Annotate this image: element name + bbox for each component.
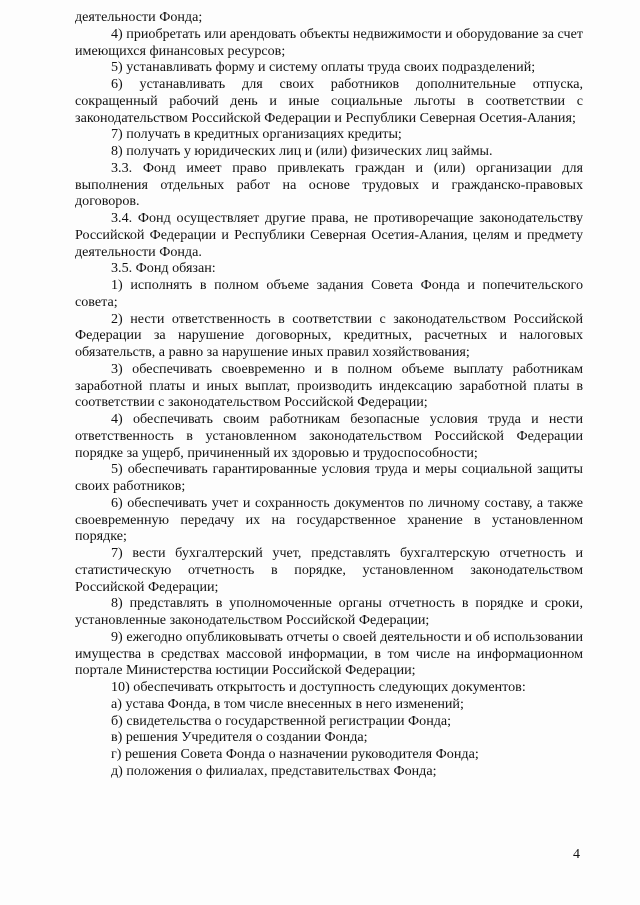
paragraph: 8) представлять в уполномоченные органы отчетность в порядке и сроки, установленные законодательством Российской Федерации; [75,595,583,628]
list-item: а) устава Фонда, в том числе внесенных в него изменений; [111,695,464,712]
paragraph: 5) устанавливать форму и систему оплаты труда своих подразделений; [111,59,536,76]
list-item: в) решения Учредителя о создании Фонда; [111,729,368,746]
paragraph: 4) обеспечивать своим работникам безопасные условия труда и нести ответственность в установленном законодательством Российской Федерации порядке за ущерб, причиненный их здоровью и трудоспособности; [75,411,583,461]
paragraph: 6) обеспечивать учет и сохранность документов по личному составу, а также своевременную передачу их на государственное хранение в установленном порядке; [75,494,583,545]
list-item: б) свидетельства о государственной регистрации Фонда; [111,712,452,729]
paragraph: 7) вести бухгалтерский учет, представлять бухгалтерскую отчетность и статистическую отчетность в порядке, установленном законодательством Российской Федерации; [75,545,583,595]
list-item: д) положения о филиалах, представительствах Фонда; [111,762,437,779]
paragraph: 6) устанавливать для своих работников дополнительные отпуска, сокращенный рабочий день и иные социальные льготы в соответствии с законодательством Российской Федерации и Республики Северная Осетия-Алания; [75,76,583,126]
paragraph: 5) обеспечивать гарантированные условия труда и меры социальной защиты своих работников; [75,461,583,494]
paragraph: 3) обеспечивать своевременно и в полном объеме выплату работникам заработной платы и иных выплат, производить индексацию заработной платы в соответствии с законодательством Российской Федерации; [75,360,583,411]
paragraph: 8) получать у юридических лиц и (или) физических лиц займы. [111,143,493,159]
paragraph: 7) получать в кредитных организациях кредиты; [111,126,402,143]
paragraph: 3.5. Фонд обязан: [111,260,216,277]
paragraph: 3.4. Фонд осуществляет другие права, не противоречащие законодательству Российской Федерации и Республики Северная Осетия-Алания, целям и предмету деятельности Фонда. [75,210,583,260]
paragraph: 9) ежегодно опубликовывать отчеты о своей деятельности и об использовании имущества в средствах массовой информации, в том числе на информационном портале Министерства юстиции Российской Федерации; [75,628,583,679]
paragraph: 3.3. Фонд имеет право привлекать граждан и (или) организации для выполнения отдельных работ на основе трудовых и гражданско-правовых договоров. [75,159,583,210]
paragraph: 4) приобретать или арендовать объекты недвижимости и оборудование за счет имеющихся финансовых ресурсов; [75,25,583,59]
document-body [75,9,583,780]
paragraph: 10) обеспечивать открытость и доступность следующих документов: [111,679,526,695]
paragraph: 2) нести ответственность в соответствии с законодательством Российской Федерации за нарушение договорных, кредитных, расчетных и налоговых обязательств, а равно за нарушение иных правил хозяйствования; [75,310,583,360]
page-number: 4 [573,847,580,862]
paragraph: 1) исполнять в полном объеме задания Совета Фонда и попечительского совета; [75,277,583,310]
list-item: г) решения Совета Фонда о назначении руководителя Фонда; [111,746,479,762]
paragraph: деятельности Фонда; [75,9,203,25]
